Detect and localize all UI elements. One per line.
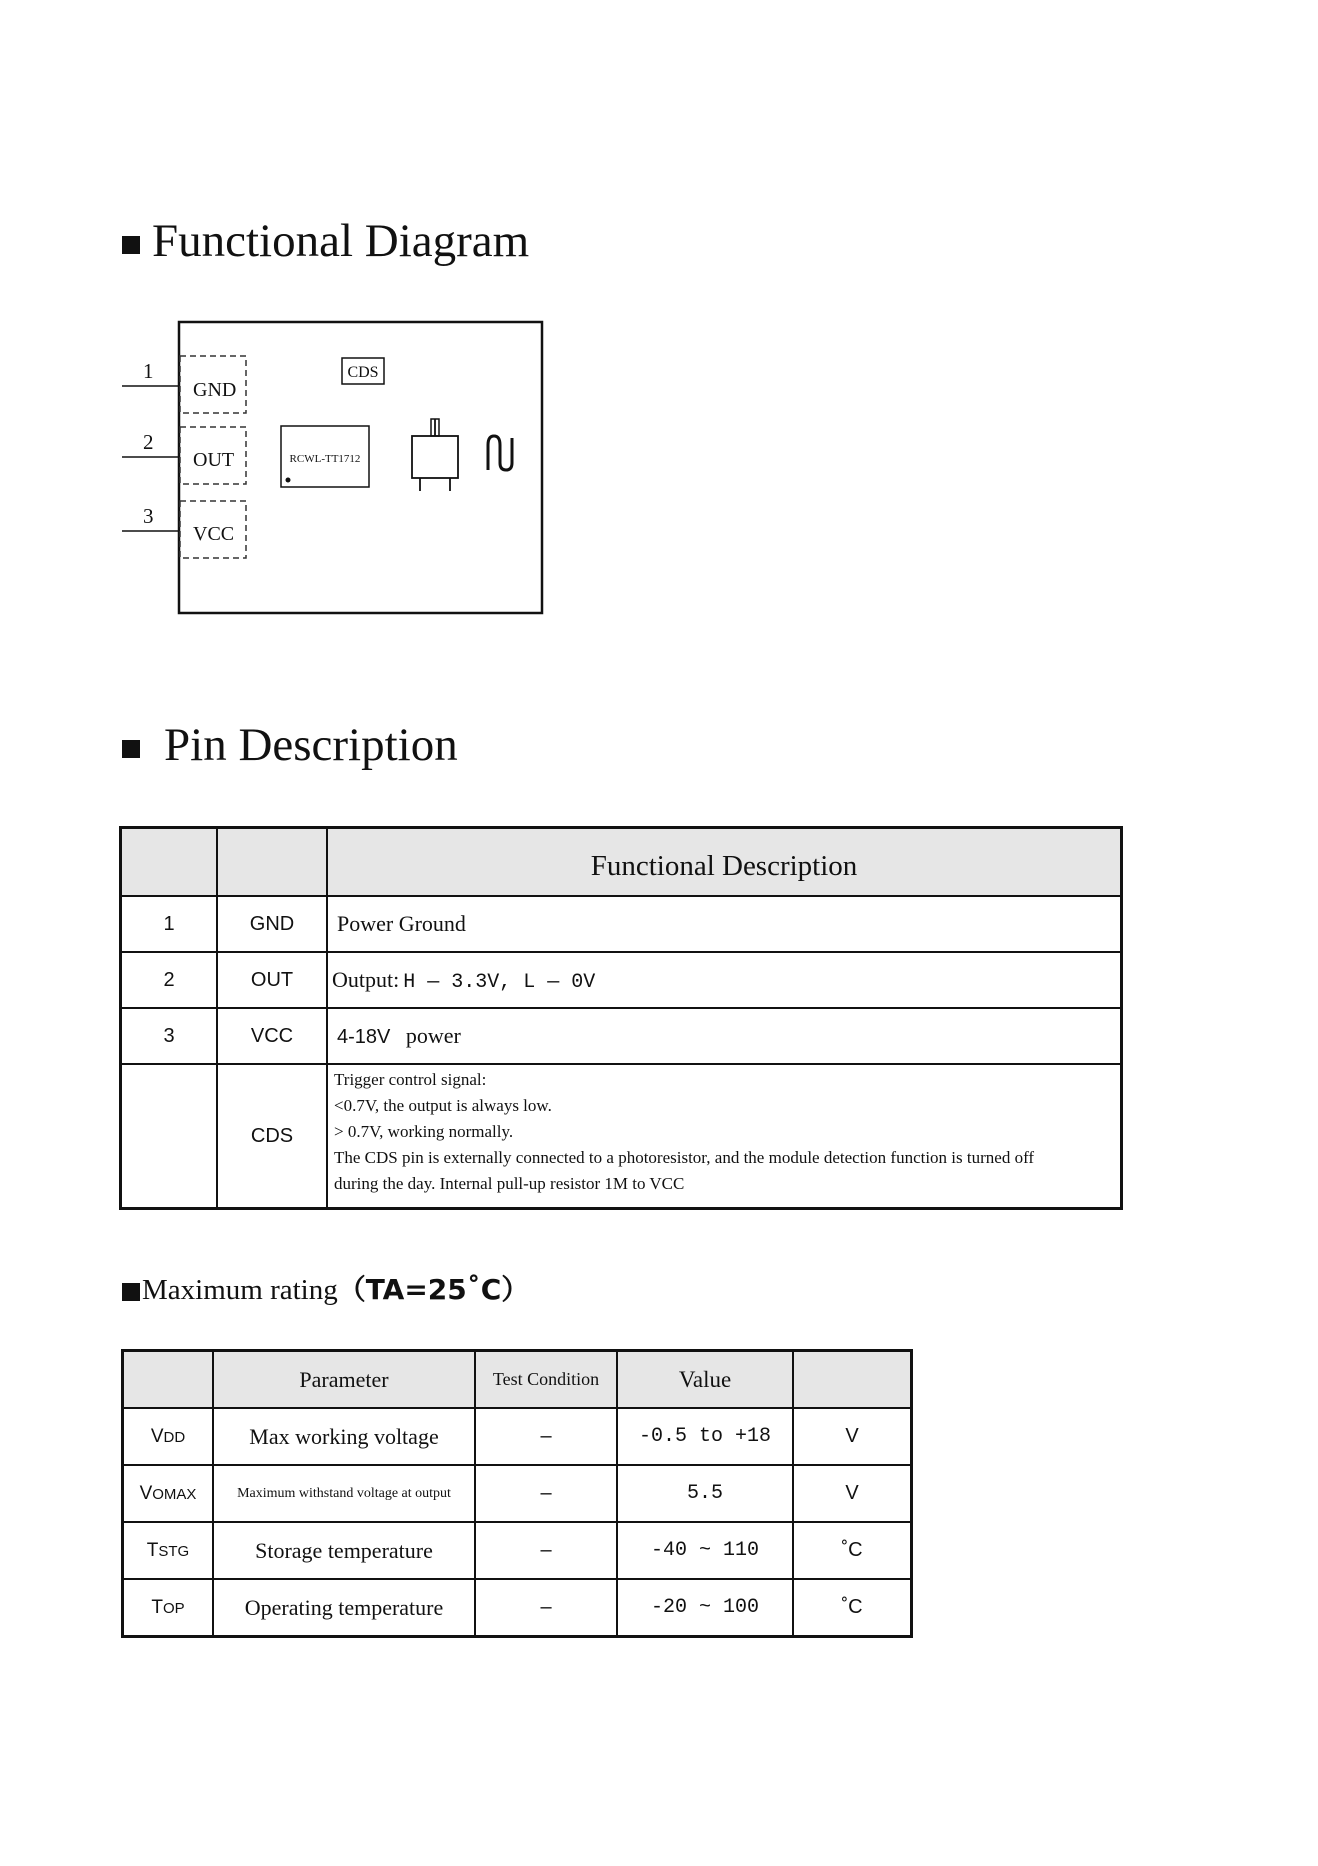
component-icon: [412, 419, 458, 491]
max-rating-title: Maximum rating: [142, 1274, 338, 1306]
functional-diagram: [118, 318, 558, 618]
pin-label-gnd: GND: [193, 379, 237, 401]
table-row: TOP Operating temperature – -20 ~ 100 ˚C: [123, 1579, 912, 1637]
cds-description: Trigger control signal: <0.7V, the output is always low. > 0.7V, working normally. The CDS pin is externally connected to a photoresistor, and the module detection function is turned off during the day. Internal pull-up resistor 1M to VCC: [327, 1064, 1122, 1209]
pin-number-3: 3: [143, 504, 154, 528]
pin-label-out: OUT: [193, 449, 235, 471]
pin-number-1: 1: [143, 359, 154, 383]
cds-label: CDS: [347, 364, 379, 381]
functional-diagram-heading: [122, 214, 529, 268]
table-header-row: [121, 828, 1122, 897]
pin-description-heading: [122, 718, 458, 772]
max-rating-heading: [122, 1268, 529, 1308]
pin-description-title: Pin Description: [164, 719, 458, 771]
output-prefix: Output:: [332, 966, 400, 992]
bullet-square-icon: [122, 740, 140, 758]
max-rating-table: [121, 1349, 913, 1638]
table-row: VDD Max working voltage – -0.5 to +18 V: [123, 1408, 912, 1465]
pin-label-vcc: VCC: [193, 523, 235, 545]
chip-label: RCWL-TT1712: [289, 453, 361, 465]
table-row: 3 VCC 4-18V power: [121, 1008, 1122, 1064]
max-rating-condition: （TA=25˚C）: [337, 1273, 530, 1306]
bullet-square-icon: [122, 236, 140, 254]
table-row: TSTG Storage temperature – -40 ~ 110 ˚C: [123, 1522, 912, 1579]
functional-diagram-title: Functional Diagram: [152, 215, 530, 267]
table-row: 1 GND Power Ground: [121, 896, 1122, 952]
table-row: 2 OUT Output: H — 3.3V, L — 0V: [121, 952, 1122, 1008]
pin-description-table: [119, 826, 1123, 1210]
table-header-row: Parameter Test Condition Value: [123, 1351, 912, 1409]
vcc-power: power: [405, 1023, 461, 1048]
pin-number-2: 2: [143, 430, 154, 454]
antenna-icon: [488, 436, 512, 470]
functional-description-header: Functional Description: [327, 828, 1122, 897]
bullet-square-icon: [122, 1283, 140, 1301]
vcc-range: 4-18V: [337, 1026, 391, 1048]
table-row: VOMAX Maximum withstand voltage at output – 5.5 V: [123, 1465, 912, 1522]
table-row: CDS Trigger control signal: <0.7V, the output is always low. > 0.7V, working normally. The CDS pin is externally connected to a photoresistor, and the module detection function is turned off during the day. Internal pull-up resistor 1M to VCC: [121, 1064, 1122, 1209]
output-levels: H — 3.3V, L — 0V: [403, 970, 596, 994]
